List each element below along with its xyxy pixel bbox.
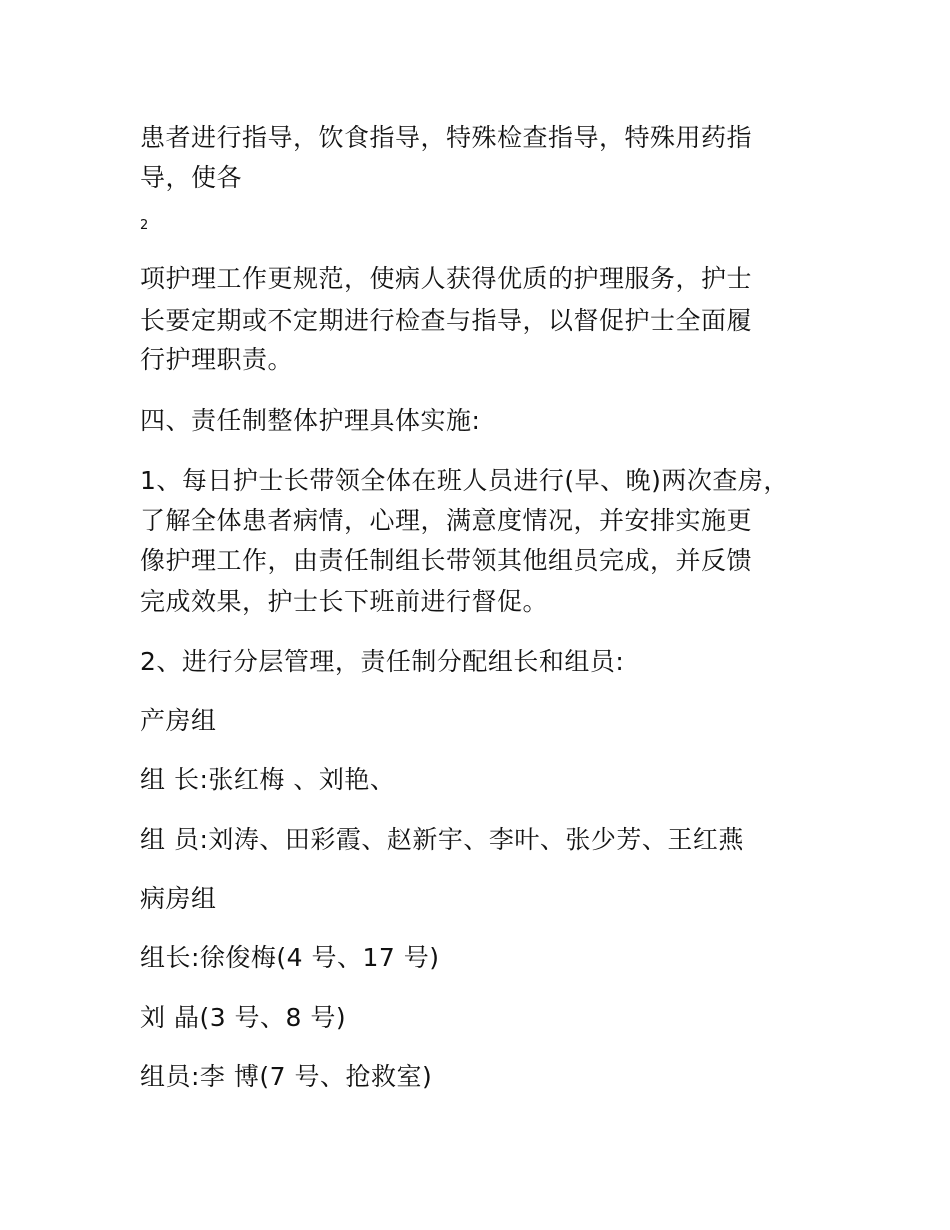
ward-member-1: 组员:李 博(7 号、抢救室) <box>140 1062 433 1091</box>
text-line: 项护理工作更规范，使病人获得优质的护理服务，护士 <box>140 264 753 293</box>
ward-leader-1: 组长:徐俊梅(4 号、17 号) <box>140 943 440 972</box>
group-title-delivery-room: 产房组 <box>140 706 217 735</box>
text-line: 完成效果，护士长下班前进行督促。 <box>140 587 549 616</box>
text-line: 像护理工作，由责任制组长带领其他组员完成，并反馈 <box>140 546 753 575</box>
text-line: 患者进行指导，饮食指导，特殊检查指导，特殊用药指 <box>140 123 753 152</box>
text-line: 了解全体患者病情，心理，满意度情况，并安排实施更 <box>140 506 753 535</box>
text-line: 行护理职责。 <box>140 345 294 374</box>
page-number: 2 <box>140 218 149 233</box>
section-heading: 四、责任制整体护理具体实施: <box>140 406 481 435</box>
text-line: 导，使各 <box>140 163 243 192</box>
group-title-ward: 病房组 <box>140 884 217 913</box>
list-item-2: 2、进行分层管理，责任制分配组长和组员: <box>140 647 625 676</box>
list-item-1: 1、每日护士长带领全体在班人员进行(早、晚)两次查房， <box>140 466 789 495</box>
text-line: 长要定期或不定期进行检查与指导，以督促护士全面履 <box>140 306 753 335</box>
ward-leader-2: 刘 晶(3 号、8 号) <box>140 1003 347 1032</box>
group-leaders: 组 长:张红梅 、刘艳、 <box>140 765 396 794</box>
group-members: 组 员:刘涛、田彩霞、赵新宇、李叶、张少芳、王红燕 <box>140 825 744 854</box>
